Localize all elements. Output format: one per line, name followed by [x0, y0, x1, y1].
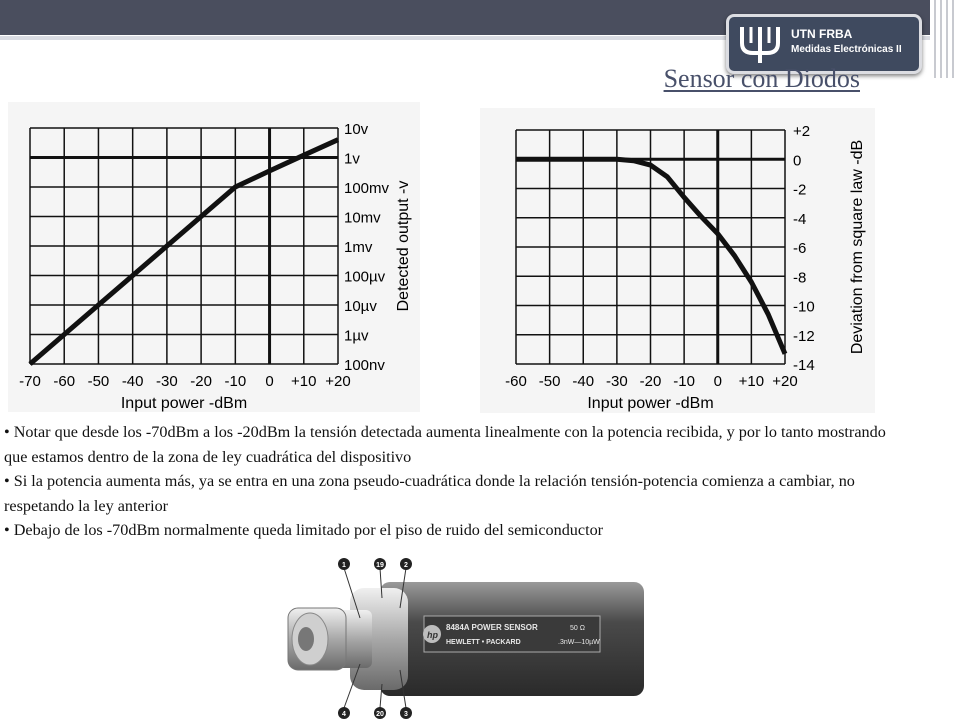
bullet-list — [4, 420, 904, 543]
callout-top-1 — [338, 558, 350, 570]
y-tick-label: -4 — [793, 210, 807, 228]
sensor-maker: HEWLETT • PACKARD — [446, 639, 521, 646]
bullet-item: • Si la potencia aumenta más, ya se entra en una zona pseudo-cuadrática donde la relación tensión-potencia comienza a cambiar, no respetando la ley anterior — [4, 472, 855, 515]
svg-text:19: 19 — [376, 562, 384, 569]
x-tick-label: -30 — [156, 373, 178, 390]
x-tick-label: +20 — [772, 373, 798, 390]
svg-text:1: 1 — [342, 562, 346, 569]
y-tick-label: 10mv — [344, 209, 381, 227]
y-tick-label: -6 — [793, 240, 807, 257]
x-tick-label: -40 — [572, 373, 595, 390]
chart-deviation — [480, 108, 875, 413]
x-tick-label: -20 — [190, 373, 212, 390]
sensor-impedance: 50 Ω — [570, 625, 585, 632]
sensor-range: .3nW—10µW — [558, 639, 600, 646]
x-axis-label: Input power -dBm — [120, 395, 248, 412]
utn-emblem-icon — [737, 23, 783, 67]
sensor-model: 8484A POWER SENSOR — [446, 623, 538, 632]
y-tick-label: 1µv — [344, 327, 369, 345]
x-tick-label: -20 — [639, 373, 662, 390]
y-tick-label: 100mv — [344, 180, 390, 197]
detected-output-curve — [30, 140, 338, 364]
y-axis-label: Detected output -v — [395, 180, 412, 312]
deviation-chart — [480, 108, 875, 413]
bullet-item: • Notar que desde los -70dBm a los -20dBm la tensión detectada aumenta linealmente con la potencia recibida, y por lo tanto mostrando que estamos dentro de la zona de ley cuadrática del dispositivo — [4, 423, 886, 466]
y-tick-label: 1mv — [344, 239, 373, 256]
y-axis-label: Deviation from square law -dB — [849, 139, 866, 355]
y-tick-label: +2 — [793, 123, 811, 140]
logo-subtitle: Medidas Electrónicas II — [791, 44, 902, 55]
x-tick-label: -70 — [19, 373, 41, 390]
x-tick-label: -30 — [606, 373, 628, 390]
logo-title: UTN FRBA — [791, 27, 853, 41]
callout-top-2 — [400, 558, 412, 570]
x-tick-label: +20 — [325, 373, 351, 390]
power-sensor-photo — [270, 558, 660, 725]
y-tick-label: -8 — [793, 269, 807, 287]
power-sensor-illustration — [270, 558, 660, 720]
corner-stripe — [946, 0, 948, 78]
corner-stripe — [934, 0, 936, 78]
callout-top-19 — [374, 558, 386, 570]
y-tick-label: 10µv — [344, 298, 377, 315]
corner-stripe — [952, 0, 954, 78]
x-tick-label: +10 — [291, 373, 317, 390]
slide-title — [0, 64, 860, 94]
y-tick-label: 10v — [344, 121, 369, 138]
y-tick-label: -12 — [793, 327, 815, 345]
x-tick-label: -40 — [121, 373, 144, 390]
svg-text:3: 3 — [404, 711, 408, 718]
x-tick-label: -60 — [505, 373, 527, 390]
callout-bottom-20 — [374, 707, 386, 719]
svg-text:2: 2 — [404, 562, 408, 569]
x-tick-label: -10 — [224, 373, 247, 390]
x-tick-label: -50 — [538, 373, 561, 390]
x-axis-label: Input power -dBm — [587, 395, 714, 412]
x-tick-label: +10 — [738, 373, 765, 390]
chart-detected-output — [8, 102, 420, 412]
y-tick-label: 0 — [793, 152, 802, 170]
x-tick-label: 0 — [265, 373, 274, 390]
x-tick-label: -60 — [53, 373, 76, 390]
detected-output-chart — [8, 102, 420, 412]
bullet-item: • Debajo de los -70dBm normalmente queda limitado por el piso de ruido del semiconductor — [4, 521, 604, 540]
y-tick-label: 1v — [344, 150, 360, 168]
callout-bottom-3 — [400, 707, 412, 719]
callout-bottom-4 — [338, 707, 350, 719]
x-tick-label: -50 — [87, 373, 110, 390]
svg-text:20: 20 — [376, 711, 384, 718]
x-tick-label: -10 — [673, 373, 695, 390]
y-tick-label: 100nv — [344, 357, 385, 374]
svg-text:4: 4 — [342, 711, 346, 718]
corner-stripe — [940, 0, 942, 78]
y-tick-label: 100µv — [344, 268, 386, 286]
slide-title-text: Sensor con Diodos — [663, 64, 860, 93]
x-tick-label: 0 — [713, 373, 722, 390]
y-tick-label: -2 — [793, 181, 807, 199]
y-tick-label: -14 — [793, 357, 815, 374]
sensor-brand: hp — [427, 630, 438, 640]
y-tick-label: -10 — [793, 298, 815, 316]
